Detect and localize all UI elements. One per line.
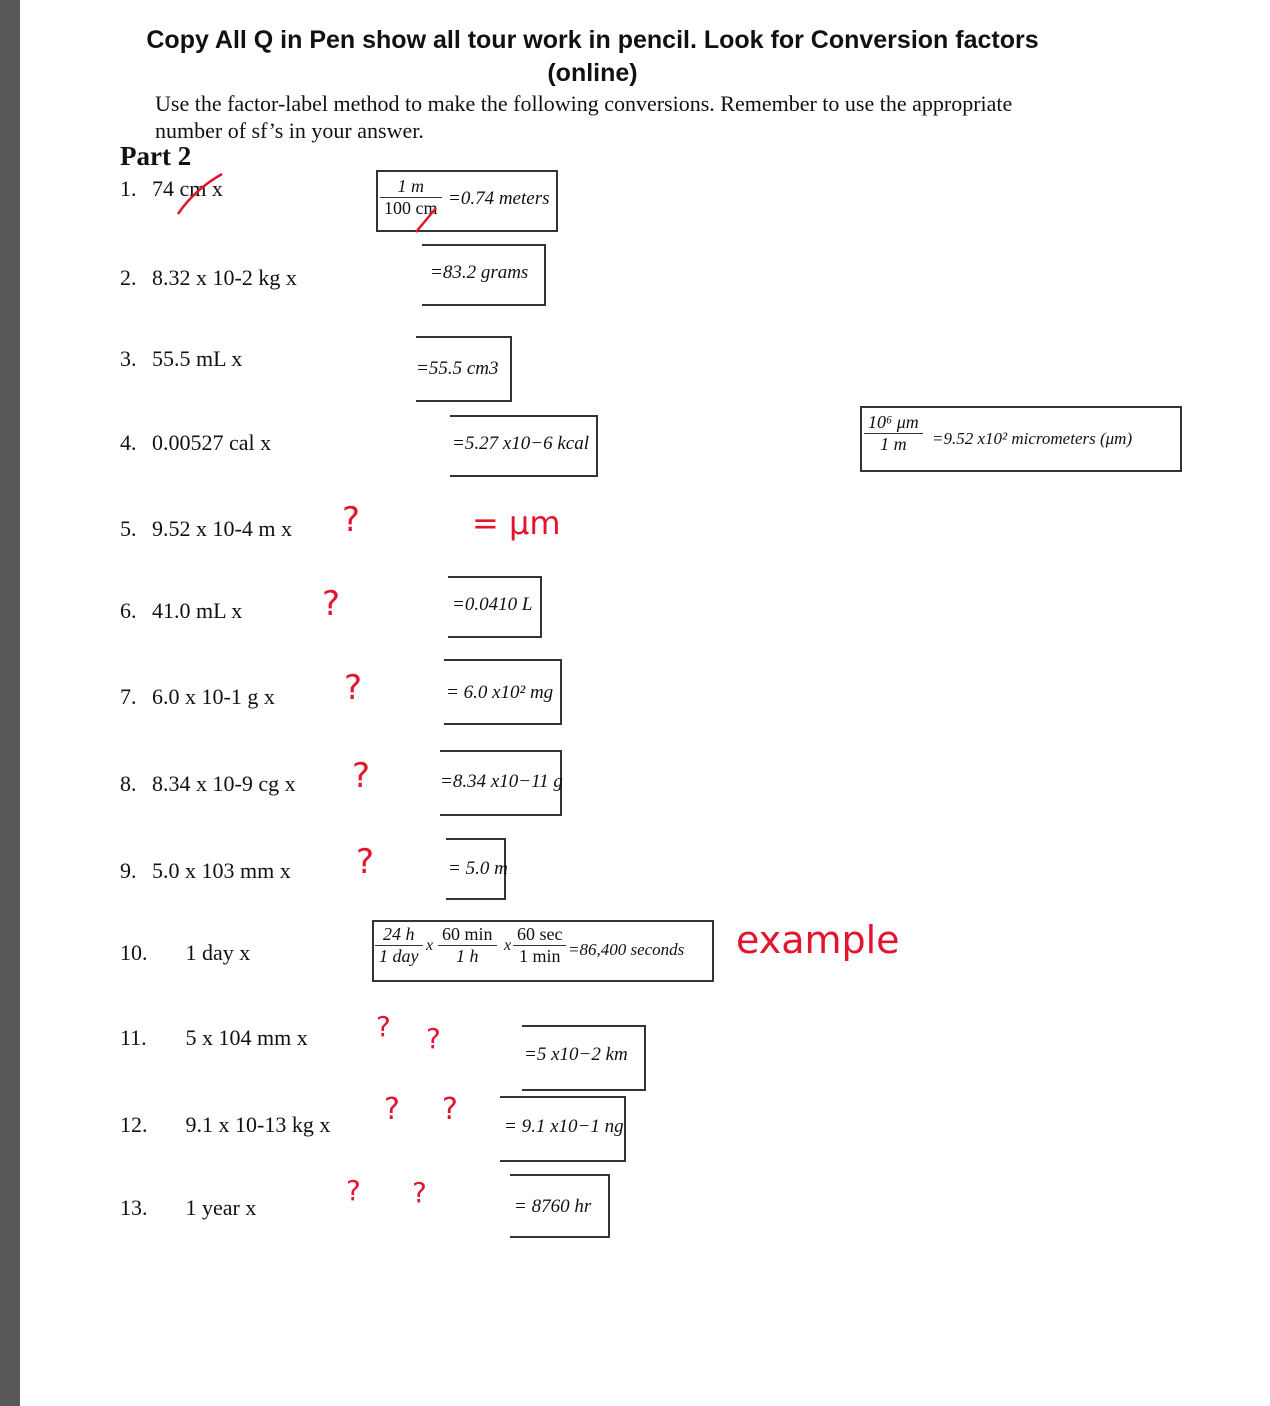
question-6: 6. 41.0 mL x (120, 598, 243, 623)
cm-cancel-mark (412, 206, 442, 236)
question-3: 3. 55.5 mL x (120, 346, 243, 371)
worksheet-page: Copy All Q in Pen show all tour work in pencil. Look for Conversion factors (online) Use the factor-label method to make the following conversions. Remember to use the appropriate number of sf’s in your answer. Part 2 1. 74 cm x $\frac{1 m}{100 cm}$ =0.74 meters 2. 8.32 x 10-2 kg x =83.2 grams 3. 55.5 mL x =55.5 cm3 4. 0.00527 cal x =5.27 x10−6 kcal $\frac{\text{10⁶ μm}}{1 m}$ =9.52 x10² micrometers (μm) 5. 9.52 x 10-4 m x ? = μm 6. 41.0 mL x ? =0.0410 L 7. 6.0 x 10-1 g x ? = 6.0 x10² mg 8. 8.34 x 10-9 cg x ? =8.34 x10−11 g 9. 5.0 x 103 mm x ? = 5.0 m 10. 1 day x 24 h 1 day x 60 min 1 h x 60 sec 1 min =86,400 seconds example 11. 5 x 104 mm x ? ? =5 x10−2 km 12. 9.1 x 10-13 kg x ? ? = 9.1 x10−1 ng 13. 1 year x ? ? = 8760 hr (20, 0, 1270, 1406)
question-4: 4. 0.00527 cal x (120, 430, 272, 455)
side-example-result: =9.52 x10² micrometers (μm) (932, 429, 1133, 448)
question-1: 1. 74 cm x (120, 176, 223, 201)
answer-11: =5 x10−2 km (524, 1044, 628, 1065)
answer-1: =0.74 meters (448, 188, 550, 209)
question-5: 5. 9.52 x 10-4 m x (120, 516, 292, 541)
part-label: Part 2 (120, 141, 192, 171)
answer-4: =5.27 x10−6 kcal (452, 433, 589, 454)
viewer-left-strip (0, 0, 20, 1406)
answer-2: =83.2 grams (430, 262, 529, 283)
instructions: Use the factor-label method to make the following conversions. Remember to use the appropriate number of sf’s in your answer. (155, 91, 1013, 143)
question-7: 7. 6.0 x 10-1 g x (120, 684, 275, 709)
question-9: 9. 5.0 x 103 mm x (120, 858, 291, 883)
cm-strikethrough-mark (168, 170, 228, 218)
handwritten-question-mark-6: ? (322, 584, 341, 624)
handwritten-question-mark-5: ? (342, 500, 361, 540)
page-title: Copy All Q in Pen show all tour work in pencil. Look for Conversion factors (online) (146, 26, 1039, 87)
question-11: 11. 5 x 104 mm x (120, 1025, 308, 1050)
handwritten-example-label: example (736, 918, 900, 962)
q10-factor-1: 24 h 1 day (375, 924, 423, 967)
handwritten-answer-5: = μm (472, 504, 561, 542)
question-12: 12. 9.1 x 10-13 kg x (120, 1112, 331, 1137)
question-13: 13. 1 year x (120, 1195, 257, 1220)
question-10: 10. 1 day x (120, 940, 251, 965)
q1-factor: $\frac{1 m}{100 cm}$ (380, 176, 442, 219)
question-8: 8. 8.34 x 10-9 cg x (120, 771, 296, 796)
answer-12: = 9.1 x10−1 ng (504, 1116, 624, 1137)
answer-3: =55.5 cm3 (416, 358, 499, 379)
question-1-text: 74 cm x (152, 176, 223, 201)
handwritten-question-mark-7: ? (344, 668, 363, 708)
handwritten-question-mark-8: ? (352, 756, 371, 796)
question-2: 2. 8.32 x 10-2 kg x (120, 265, 297, 290)
handwritten-question-mark-9: ? (356, 842, 375, 882)
side-example-factor: $\frac{\text{10⁶ μm}}{1 m}$ (864, 412, 923, 455)
answer-8: =8.34 x10−11 g (440, 771, 563, 792)
answer-13: = 8760 hr (514, 1196, 592, 1217)
answer-7: = 6.0 x10² mg (446, 682, 554, 703)
answer-9: = 5.0 m (448, 858, 508, 879)
answer-10: =86,400 seconds (568, 940, 685, 959)
q10-factor-2: 60 min 1 h (438, 924, 497, 967)
answer-6: =0.0410 L (452, 594, 533, 615)
q10-factor-3: 60 sec 1 min (513, 924, 566, 967)
